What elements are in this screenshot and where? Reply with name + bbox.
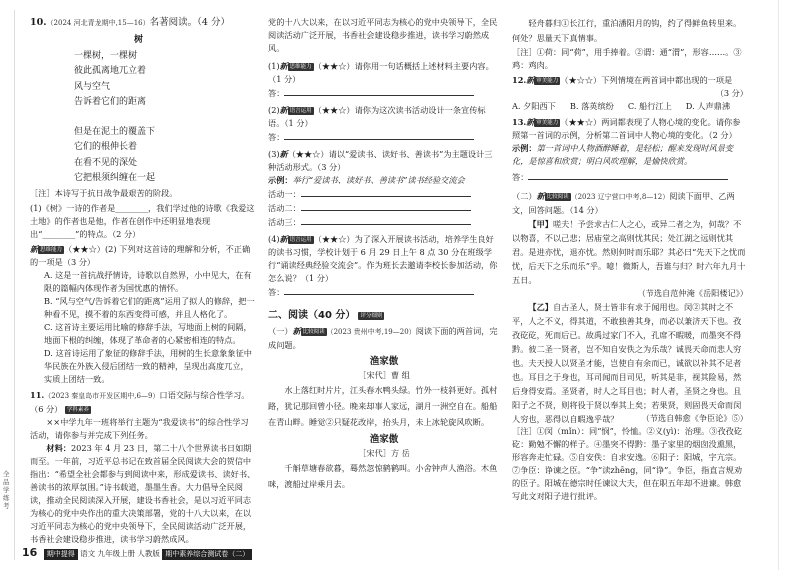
poem-line: 在看不见的深处 [74, 157, 138, 168]
q12-option[interactable]: B. 落英缤纷 [569, 101, 614, 111]
answer-line[interactable] [284, 130, 474, 140]
q11-sub-stem: (1)新 思维能力 （★★☆）请你用一句话概括上述材料主要内容。（1 分） [268, 61, 494, 84]
column-right [512, 16, 748, 501]
poem-body [30, 49, 256, 187]
q11-sub-stem: (4)新 语言运用 （★★☆）为了深入开展读书活动，培养学生良好的读书习惯，学校计划于 6 月 29 日上午 8 点 30 分在班级学行“诵读经典经验交流会”。作为班长去邀请李校长参加活动，你怎么说？（1 分） [268, 234, 498, 283]
poem-line: 一棵树，一棵树 [74, 50, 138, 61]
q10-sub2: 新 思维能力 （★★☆）(2) 下列对这首诗的理解和分析，不正确的一项是（3 分） [30, 243, 251, 267]
q11-sub-stem: (3)新（★★☆）请以“爱读书、读好书、善读书”为主题设计三种活动形式。（3 分） [268, 149, 493, 172]
q11-score: （6 分） 学科素养 [30, 403, 89, 414]
part2-sub-heading: （一）新 比较阅读 （2023 贵州中考,19—20）阅读下面的两首词，完成问题。 [268, 326, 498, 350]
poem-title: 树 [134, 35, 144, 45]
page-footer [22, 546, 322, 560]
poem2-title: 渔家傲 [369, 434, 399, 445]
jia-text: 【甲】嗟夫！予尝求古仁人之心，或异二者之为，何哉？不以物喜，不以己悲；居庙堂之高则忧其民；处江湖之远则忧其君。是进亦忧，退亦忧。然则何时而乐耶？其必曰“先天下之忧而忧，后天下之乐而乐”乎。噫！微斯人，吾谁与归？时六年九月十五日。 [512, 219, 746, 285]
poem2-text-cont: 轻舟暮归①长江行，重泊潘阳月的钩，约了得鲜鱼转里来。何处？思量天下真情事。 [512, 18, 742, 43]
q11-material-cont: 党的十八大以来，在以习近平同志为核心的党中央领导下，全民阅读活动广泛开展，书香社会建设稳步推进，读书学习蔚然成风。 [268, 17, 498, 53]
activity-line: 活动三： [268, 215, 500, 229]
column-middle [268, 16, 500, 492]
q11-sub [268, 60, 500, 100]
poem2-author: ［宋代］方 岳 [358, 448, 410, 458]
answer-line[interactable] [284, 86, 474, 96]
q10-header: 10.（2024 河北青龙期中,15—16）名著阅读。（4 分） [30, 17, 230, 28]
activity-line: 活动二： [268, 201, 500, 215]
poem-line: 风与空气 [74, 81, 111, 92]
footer-brand: 期中提得 [44, 549, 78, 560]
q12-option[interactable]: C. 船行江上 [627, 101, 672, 111]
q13-example: 示例：第一首词中人物酒醉睡着，是轻松；醒来发现时风景变化，是惊喜和欣赏；明白风吹理解，是愉快欣赏。 [512, 143, 734, 166]
answer-line[interactable] [301, 187, 471, 197]
poem2-text: 千斛草塘春欲暮，蓦然忽惊鹤鹤叫。小舍钟声人渔浴。木鱼咪，渡船过岸乘月去。 [268, 463, 498, 489]
page-edge [778, 0, 779, 570]
footer-grade: 九年级上册 [97, 549, 135, 558]
yi-notes: ［注］①闵（mǐn）：同“悯”，怜恤。②义(yì)：治理。③孜孜矻矻：勤勉不懈的样子。④墨突不得黔：墨子家里的烟囱没熏黑，形容奔走忙碌。⑤自安佚：自求安逸。⑥阳子：阳城，字亢宗。⑦争臣：诤谏之臣。“争”读zhēng，同“诤”。争臣，指直言规劝的臣子。阳城在德宗时任谏议大夫，但在职五年却不进谏。韩愈写此文对阳子进行批评。 [512, 426, 743, 501]
answer-row: 答： [268, 86, 500, 100]
poem1-author: ［宋代］曹 组 [358, 370, 410, 380]
poem1-text: 水上落红时片片，江头春水鸭头绿。竹外一枝斜更好。孤村路，犹记那回曾小径。晚来却事人家远，湖月一洲空自在。船船在青山畔。睡觉②只疑花改岸，抬头月，未上冰轮旋风吹断。 [268, 385, 498, 427]
q11-sub [268, 104, 500, 144]
q10-option[interactable]: A. 这是一首抗战抒情诗，诗歌以自然界，小中见大，在有限的篇幅内体现作者为国忧惠的情怀。 [44, 269, 252, 293]
q11-example: 示例：举行“爱读书、读好书、善读书”读书经验交流会 [268, 175, 465, 185]
q11-sub-stem: (2)新 语言运用 （★★☆）请你为这次读书活动设计一条宣传标语。（1 分） [268, 105, 486, 128]
poem-line: 告诉着它们的距离 [74, 97, 147, 107]
answer-line[interactable] [301, 215, 471, 225]
q11-subquestions [268, 60, 500, 299]
poem-note: ［注］本诗写于抗日战争最艰苦的阶段。 [30, 187, 178, 198]
q12-options [512, 100, 748, 113]
side-brand: 全品学练考 [3, 470, 10, 510]
q10-option[interactable]: D. 这首诗运用了象征的修辞手法，用树的生长意象象征中华民族在外族入侵后团结一致的精神，呈现出高度兀立，实质上团结一致。 [44, 347, 252, 384]
q11-header: 11.（2023 秦皇岛市开发区期中,6—9）口语交际与综合性学习。 [30, 389, 250, 400]
part2b-heading: （二）新 比较阅读 （2023 辽宁营口中考,8—12）阅读下面甲、乙两文，回答问题。（14 分） [512, 191, 735, 215]
answer-row: 答： [268, 130, 500, 144]
footer-edition: 人教版 [137, 549, 160, 558]
q12-score: （3 分） [715, 88, 748, 98]
poem-line [74, 118, 256, 125]
answer-line[interactable] [301, 201, 471, 211]
poem1-title: 渔家傲 [369, 356, 399, 367]
yi-source: （节选自韩愈《争臣论》⑤） [641, 413, 748, 423]
q13-stem: 13.新 审美能力 （★★☆）两词都表现了人物心境的变化。请你参照第一首词的示例，分析第二首词中人物心境的变化。（2 分） [512, 117, 741, 140]
q12-stem: 12.新 审美能力 （★☆☆）下列情境在两首词中都出现的一项是 [512, 75, 733, 85]
q10-sub1: (1)《树》一诗的作者是________，我们学过他的诗歌《我爱这土地》的作者也是他，作者在创作中还明显地表现出“________”的特点。（2 分） [30, 202, 255, 239]
poem-line: 但是在泥土的覆盖下 [74, 126, 156, 137]
poem-line: 它把根须纠缠在一起 [74, 173, 156, 183]
answer-line[interactable] [284, 285, 474, 295]
binding-rule [14, 10, 15, 560]
q10-option[interactable]: C. 这首诗主要运用比喻的修辞手法，写地面上树的间隔，地面下根的纠缠，体现了革命者的心紧密相连的特点。 [44, 321, 252, 345]
q13-answer-line[interactable] [528, 170, 728, 180]
q11-sub [268, 148, 500, 229]
q11-material: 材料：2023 年 4 月 23 日，第二十八个世界读书日如期而至。一年前，习近平总书记在致首届全民阅读大会的贺信中指出：“希望全社会都参与到阅读中来，形成爱读书、读好书、善读书的浓厚氛围。”诗书载道，墨墨生香。大力倡导全民阅读，推动全民阅读深入开展，建设书香社会，是以习近平同志为核心的党中央作出的重大决策部署，党的十八大以来，在以习近平同志为核心的党中央领导下，全民阅读活动广泛开展，书香社会建设稳步推进，读书学习蔚然成风。 [30, 442, 256, 544]
part2-heading: 二、阅读（40 分） 评分细则 [268, 310, 383, 321]
footer-subject: 语文 [80, 549, 96, 558]
q10-options [30, 269, 256, 386]
column-left [30, 16, 256, 544]
q11-sub [268, 233, 500, 299]
jia-source: （节选自范仲淹《岳阳楼记》） [637, 288, 748, 298]
answer-row: 答： [268, 285, 500, 299]
page-number: 16 [22, 546, 38, 559]
q12-option[interactable]: D. 人声鼎沸 [685, 101, 731, 111]
poem-line: 它们的根伸长着 [74, 142, 138, 152]
q11-intro: ××中学九年一班将举行主题为“我爱读书”的综合性学习活动，请你参与并完成下列任务。 [30, 416, 249, 440]
poem-notes: ［注］①荷：同“荷”，用手捧着。②谓：通“渭”，形容……。③鸡：鸡肉。 [512, 47, 742, 70]
footer-title: 期中素养综合测试卷（二） [162, 549, 252, 560]
q13-answer: 答： [512, 170, 748, 184]
q10-option[interactable]: B. “风与空气/告诉着它们的距离”运用了拟人的修辞，把一种看不见，摸不着的东西变得可感，并且人格化了。 [44, 295, 255, 319]
poem-line: 彼此孤离地兀立着 [74, 66, 147, 76]
yi-text: 【乙】自古圣人，贤士皆非有求于闻用也。闵②其时之不平，人之不义，得其道，不敢独善其身，而必以兼济天下也。孜孜矻矻，死而后已。故禹过家门不入，孔席不暇暖，而墨突不得黔。彼二圣一贤者，岂不知自安佚之为乐哉？诚畏天命而悲人穷也。夫天授人以贤圣才能，岂使自有余而已，诚欲以补其不足者也。耳目之于身也，耳司闻而目司见，听其是非，视其险易，然后身得安焉。圣贤者，时人之耳目也；时人者，圣贤之身也。且阳子之不贤，则将役于贤以奉其上矣；若果贤，则固畏天命而闵人穷也，恶得以自暇逸乎哉？ [512, 302, 742, 424]
poem-line [74, 111, 256, 118]
activity-line: 活动一： [268, 187, 500, 201]
q12-option[interactable]: A. 夕阳西下 [512, 101, 556, 111]
